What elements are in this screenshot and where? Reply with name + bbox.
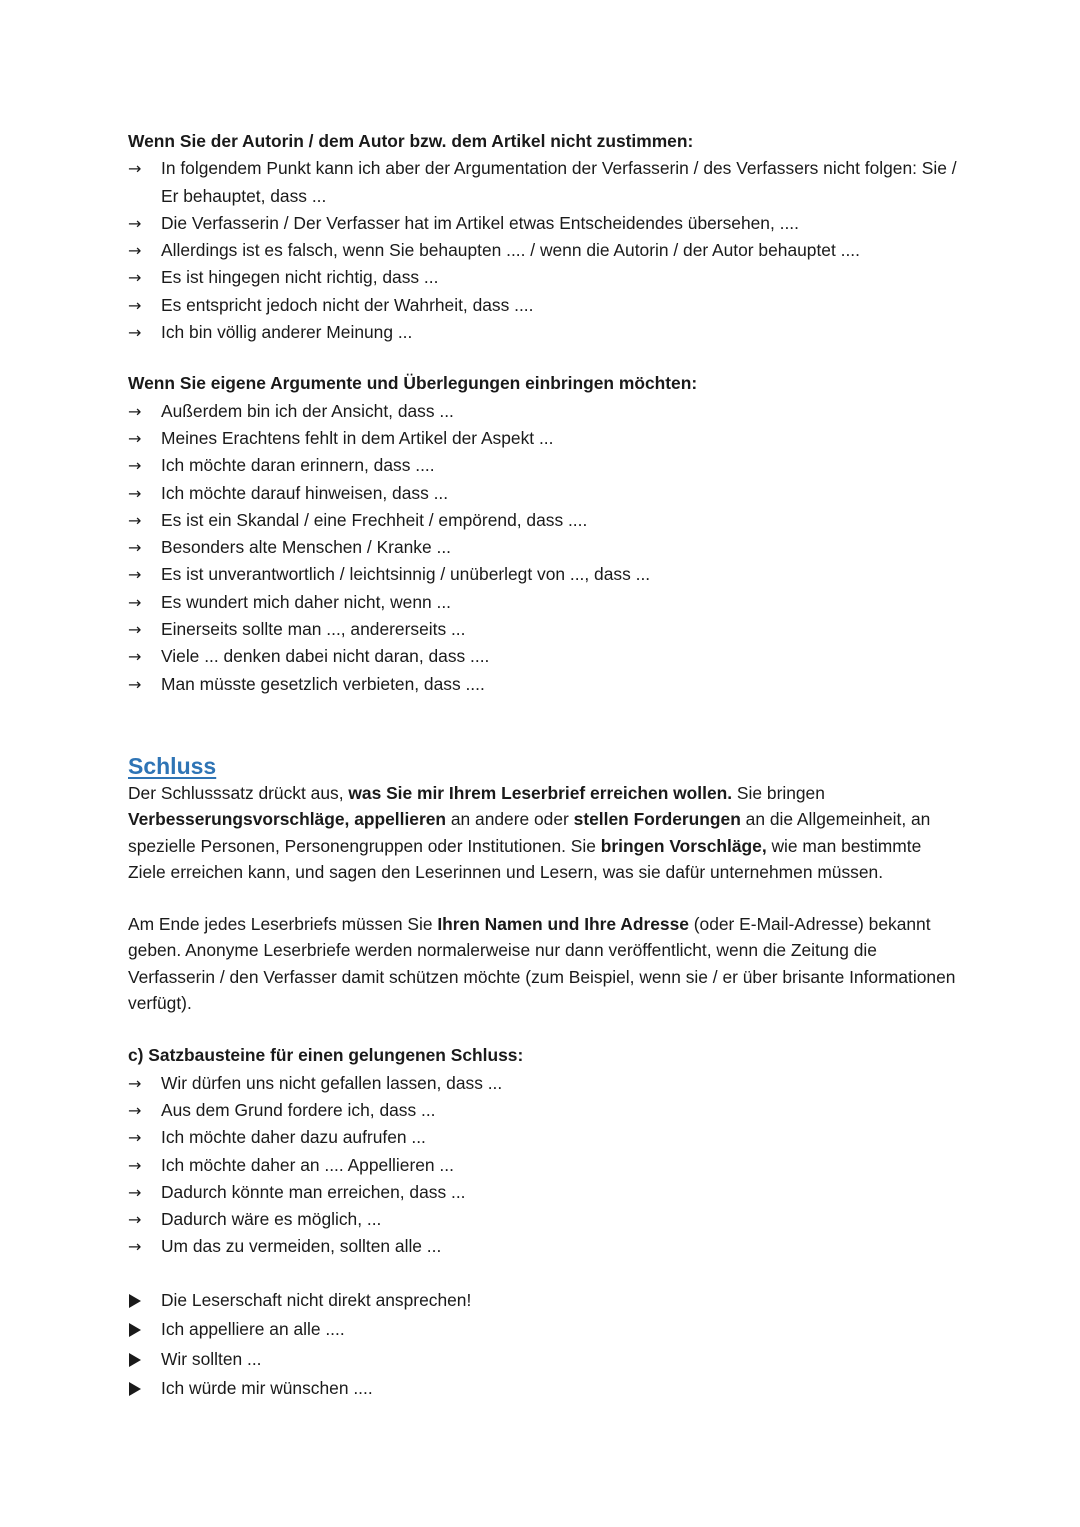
list-item — [128, 398, 958, 425]
list-item — [128, 292, 958, 319]
emphasis-text: Ihren Namen und Ihre Adresse — [437, 914, 689, 935]
tip-item-text: Wir sollten ... — [161, 1348, 262, 1369]
arrowhead-bullet-icon — [128, 1346, 161, 1376]
tips-list — [128, 1287, 958, 1405]
paragraph-text: Der Schlusssatz drückt aus, — [128, 782, 349, 803]
list-item-text: Um das zu vermeiden, sollten alle ... — [161, 1236, 442, 1257]
arrow-right-icon: → — [128, 295, 142, 315]
arrow-right-icon: → — [128, 213, 142, 233]
building-blocks-list — [128, 1070, 958, 1261]
list-item-text: Dadurch könnte man erreichen, dass ... — [161, 1181, 466, 1202]
list-item — [128, 452, 958, 479]
list-item — [128, 643, 958, 670]
list-item-text: In folgendem Punkt kann ich aber der Argumentation der Verfasserin / des Verfassers nicht folgen: Sie / Er behauptet, dass ... — [161, 158, 957, 206]
paragraph-text: wie man bestimmte Ziele erreichen kann, und sagen den Leserinnen und Lesern, was sie dafür unternehmen müssen. — [128, 835, 922, 882]
arrow-right-icon: → — [128, 592, 142, 612]
paragraph-text: Am Ende jedes Leserbriefs müssen Sie — [128, 914, 438, 935]
document-page — [128, 128, 958, 1405]
list-item — [128, 616, 958, 643]
list-item-text: Einerseits sollte man ..., andererseits ... — [161, 619, 466, 640]
arrow-right-icon: → — [128, 674, 142, 694]
list-item-text: Es entspricht jedoch nicht der Wahrheit, dass .... — [161, 294, 534, 315]
list-item — [128, 480, 958, 507]
arrow-right-icon: → — [128, 483, 142, 503]
paragraph-text: Sie bringen — [732, 782, 825, 803]
disagree-list — [128, 155, 958, 346]
list-item — [128, 210, 958, 237]
list-item — [128, 561, 958, 588]
list-item-text: Besonders alte Menschen / Kranke ... — [161, 537, 452, 558]
list-item-text: Ich bin völlig anderer Meinung ... — [161, 322, 413, 343]
tip-item — [128, 1316, 958, 1346]
disagree-heading: Wenn Sie der Autorin / dem Autor bzw. dem Artikel nicht zustimmen: — [128, 131, 694, 151]
arrow-right-icon: → — [128, 1073, 142, 1093]
list-item — [128, 1179, 958, 1206]
list-item-text: Man müsste gesetzlich verbieten, dass .... — [161, 673, 485, 694]
list-item — [128, 237, 958, 264]
emphasis-text: bringen Vorschläge, — [600, 835, 767, 856]
list-item-text: Aus dem Grund fordere ich, dass ... — [161, 1099, 436, 1120]
list-item — [128, 155, 958, 210]
list-item — [128, 589, 958, 616]
list-item-text: Ich möchte daran erinnern, dass .... — [161, 455, 435, 476]
arrow-right-icon: → — [128, 1237, 142, 1257]
list-item — [128, 534, 958, 561]
list-item-text: Dadurch wäre es möglich, ... — [161, 1209, 382, 1230]
list-item — [128, 1152, 958, 1179]
list-item-text: Allerdings ist es falsch, wenn Sie behaupten .... / wenn die Autorin / der Autor behauptet .... — [161, 240, 860, 261]
list-item-text: Meines Erachtens fehlt in dem Artikel der Aspekt ... — [161, 427, 554, 448]
arrow-right-icon: → — [128, 428, 142, 448]
emphasis-text: was Sie mir Ihrem Leserbrief erreichen wollen. — [348, 782, 733, 803]
list-item-text: Es wundert mich daher nicht, wenn ... — [161, 591, 451, 612]
emphasis-text: stellen Forderungen — [573, 809, 741, 830]
arrowhead-bullet-icon — [128, 1287, 161, 1317]
tip-item-text: Ich würde mir wünschen .... — [161, 1378, 373, 1399]
list-item-text: Außerdem bin ich der Ansicht, dass ... — [161, 400, 454, 421]
paragraph-text: an andere oder — [446, 809, 574, 830]
list-item — [128, 507, 958, 534]
arrow-right-icon: → — [128, 510, 142, 530]
own-arguments-list — [128, 398, 958, 698]
list-item-text: Viele ... denken dabei nicht daran, dass .... — [161, 646, 490, 667]
list-item-text: Ich möchte daher dazu aufrufen ... — [161, 1127, 426, 1148]
list-item-text: Es ist ein Skandal / eine Frechheit / empörend, dass .... — [161, 509, 588, 530]
tip-item-text: Ich appelliere an alle .... — [161, 1319, 345, 1340]
list-item-text: Ich möchte daher an .... Appellieren ... — [161, 1154, 454, 1175]
tip-item-text: Die Leserschaft nicht direkt ansprechen! — [161, 1289, 472, 1310]
list-item-text: Die Verfasserin / Der Verfasser hat im Artikel etwas Entscheidendes übersehen, .... — [161, 212, 799, 233]
arrowhead-bullet-icon — [128, 1316, 161, 1346]
tip-item — [128, 1346, 958, 1376]
arrow-right-icon: → — [128, 538, 142, 558]
arrow-right-icon: → — [128, 1182, 142, 1202]
arrow-right-icon: → — [128, 1155, 142, 1175]
arrow-right-icon: → — [128, 159, 142, 179]
arrow-right-icon: → — [128, 241, 142, 261]
arrow-right-icon: → — [128, 565, 142, 585]
list-item — [128, 1097, 958, 1124]
list-item — [128, 671, 958, 698]
list-item-text: Es ist unverantwortlich / leichtsinnig / unüberlegt von ..., dass ... — [161, 564, 651, 585]
list-item — [128, 319, 958, 346]
tip-item — [128, 1287, 958, 1317]
list-item-text: Ich möchte darauf hinweisen, dass ... — [161, 482, 449, 503]
section-title-schluss: Schluss — [128, 752, 217, 779]
paragraph-text: an die Allgemeinheit, an spezielle Personen, Personengruppen oder Institutionen. Sie — [128, 809, 931, 856]
list-item — [128, 425, 958, 452]
arrow-right-icon: → — [128, 268, 142, 288]
arrow-right-icon: → — [128, 620, 142, 640]
list-item — [128, 1124, 958, 1151]
emphasis-text: Verbesserungsvorschläge, appellieren — [128, 809, 447, 830]
schluss-paragraph-2 — [128, 911, 958, 1016]
list-item — [128, 264, 958, 291]
arrow-right-icon: → — [128, 1128, 142, 1148]
arrow-right-icon: → — [128, 401, 142, 421]
paragraph-text: (oder E-Mail-Adresse) bekannt geben. Anonyme Leserbriefe werden normalerweise nur dann veröffentlicht, wenn die Zeitung die Verfasserin / den Verfasser damit schützen möchte (zum Beispiel, wenn sie / er über brisante Informationen verfügt). — [128, 914, 956, 1014]
arrow-right-icon: → — [128, 1100, 142, 1120]
schluss-paragraph-1 — [128, 780, 958, 885]
list-item-text: Es ist hingegen nicht richtig, dass ... — [161, 267, 439, 288]
building-blocks-heading: c) Satzbausteine für einen gelungenen Schluss: — [128, 1045, 524, 1066]
list-item-text: Wir dürfen uns nicht gefallen lassen, dass ... — [161, 1072, 503, 1093]
own-arguments-heading: Wenn Sie eigene Argumente und Überlegungen einbringen möchten: — [128, 373, 698, 394]
list-item — [128, 1206, 958, 1233]
arrow-right-icon: → — [128, 323, 142, 343]
tip-item — [128, 1375, 958, 1405]
list-item — [128, 1233, 958, 1260]
arrowhead-bullet-icon — [128, 1375, 161, 1405]
arrow-right-icon: → — [128, 647, 142, 667]
arrow-right-icon: → — [128, 456, 142, 476]
list-item — [128, 1070, 958, 1097]
arrow-right-icon: → — [128, 1210, 142, 1230]
